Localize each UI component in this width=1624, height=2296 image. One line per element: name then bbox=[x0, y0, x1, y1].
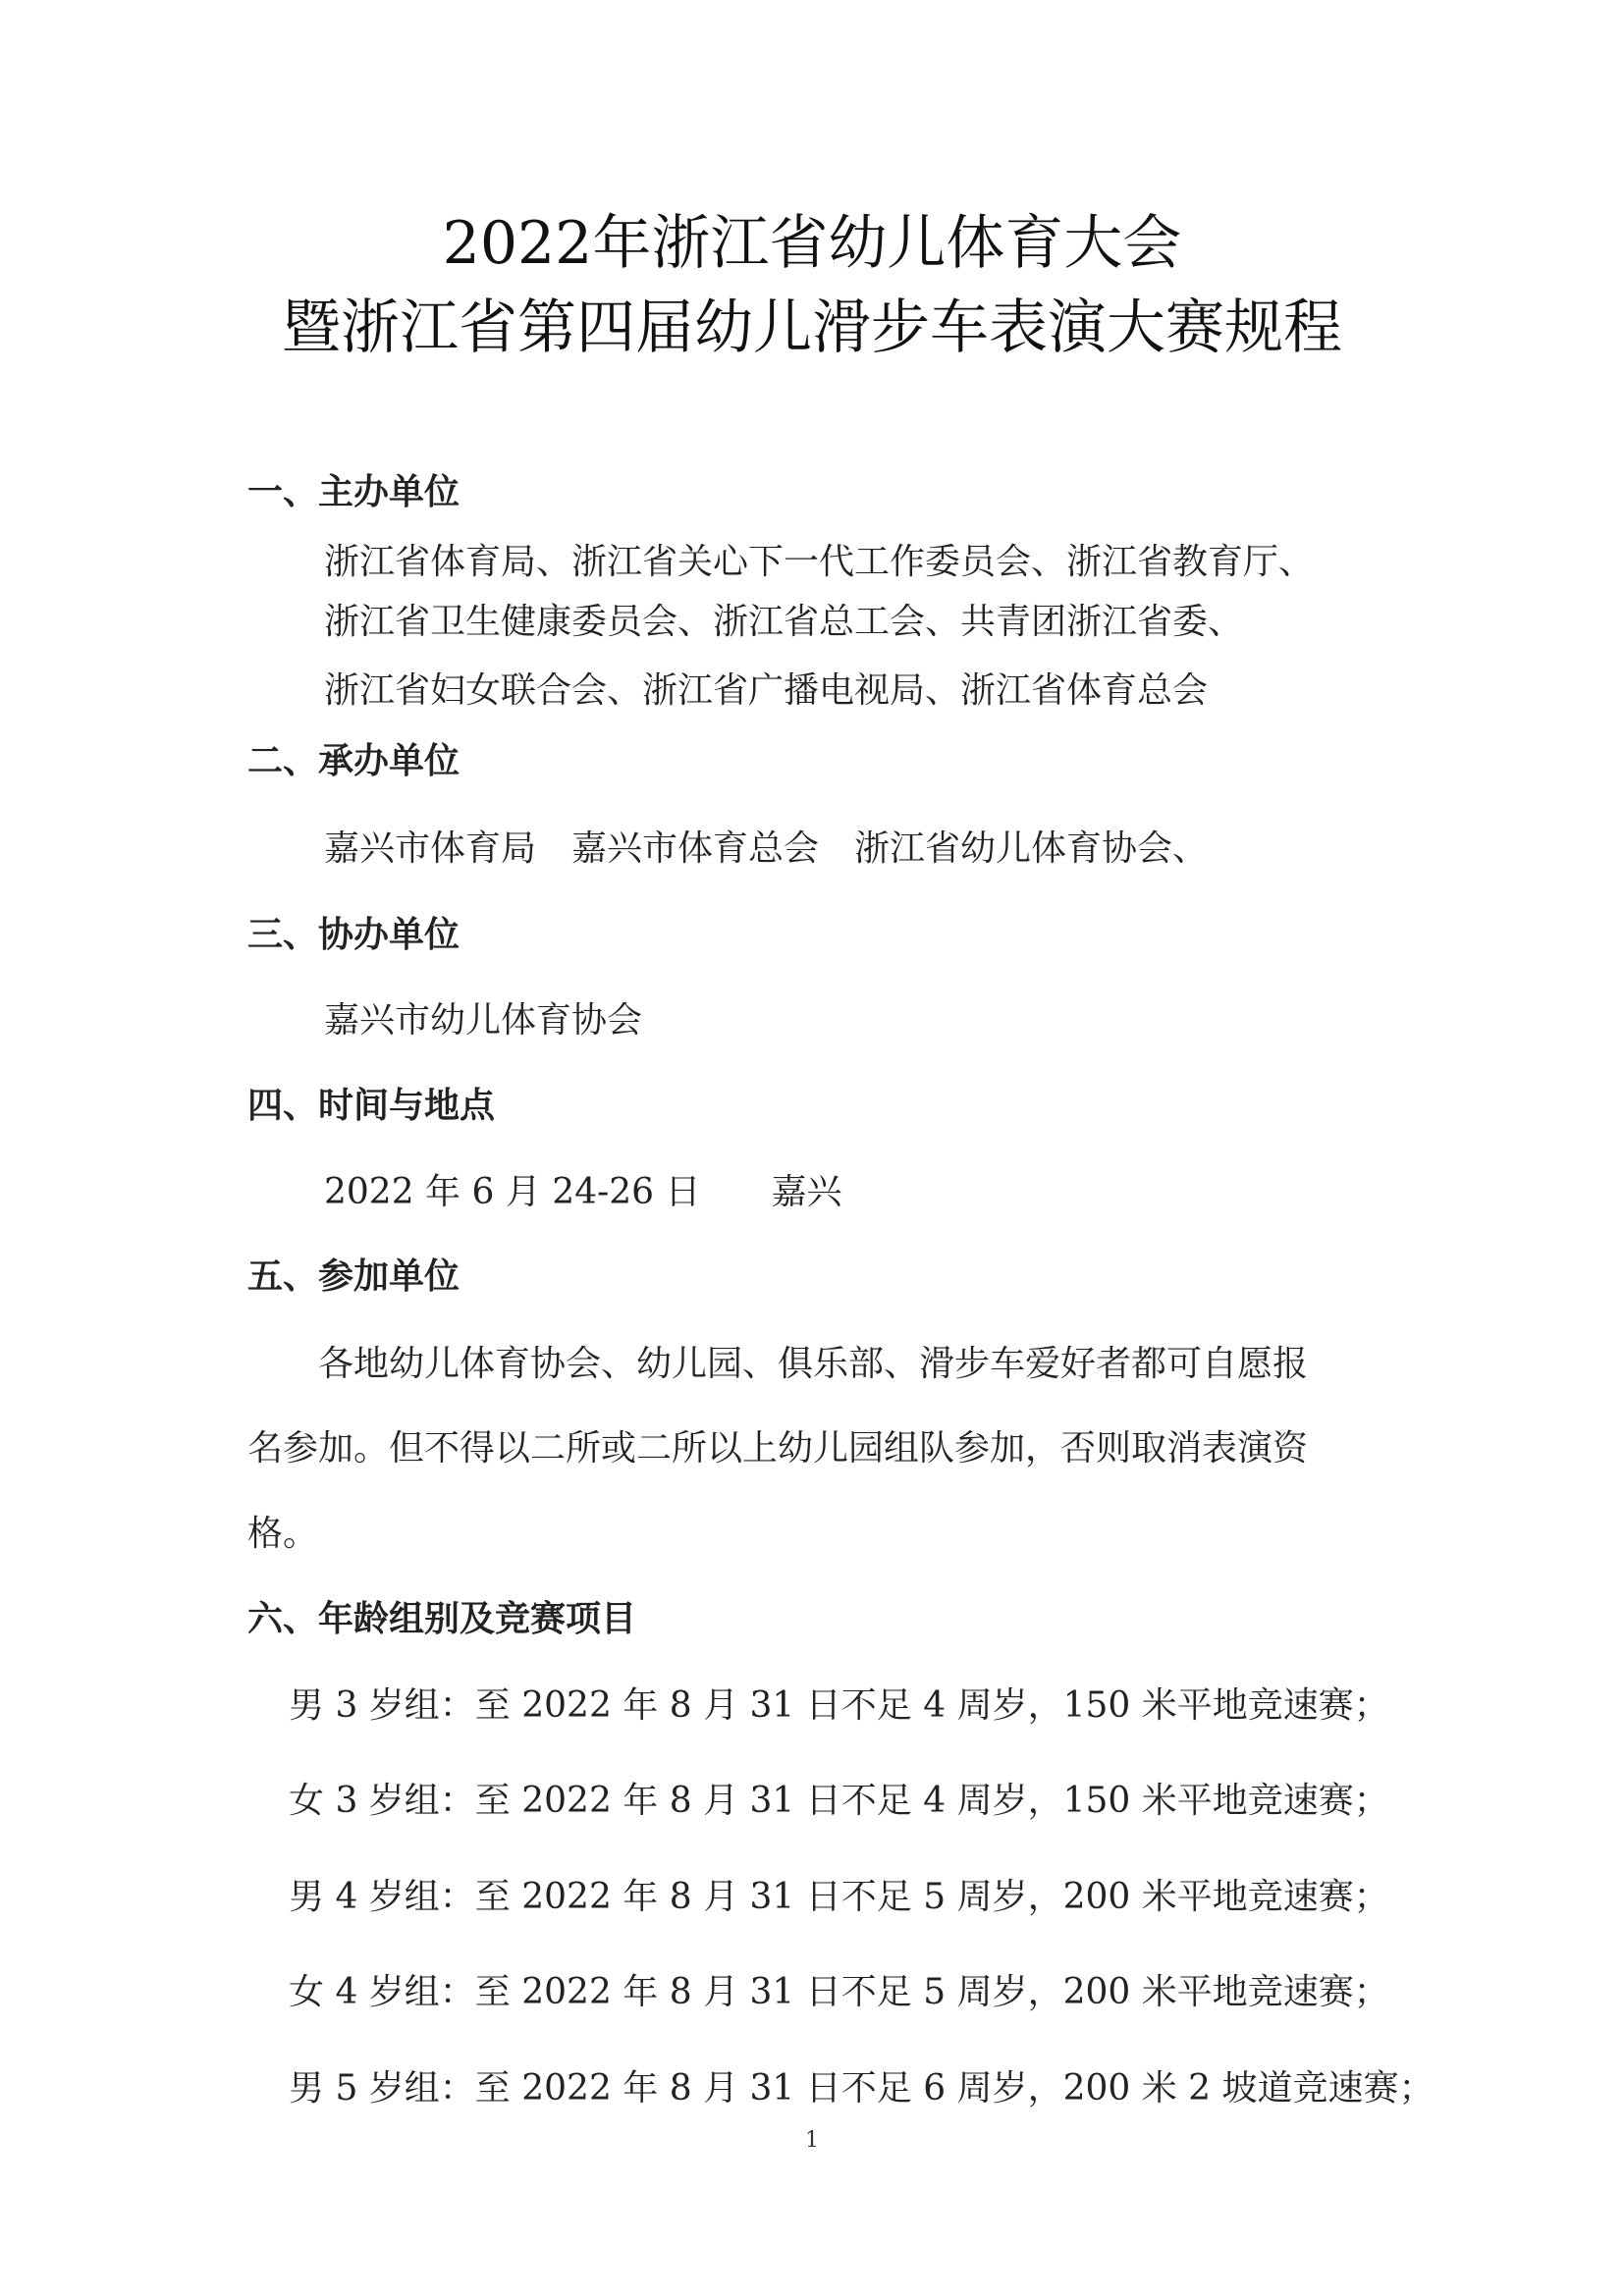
section-text-line: 浙江省体育局、浙江省关心下一代工作委员会、浙江省教育厅、 bbox=[324, 542, 1315, 582]
section-text-line: 嘉兴市幼儿体育协会 bbox=[324, 1000, 643, 1041]
section-heading-age-groups: 六、年龄组别及竞赛项目 bbox=[247, 1599, 637, 1639]
section-heading-participants: 五、参加单位 bbox=[247, 1256, 460, 1297]
section-text-line: 嘉兴市体育局 嘉兴市体育总会 浙江省幼儿体育协会、 bbox=[324, 828, 1209, 869]
section-heading-host: 二、承办单位 bbox=[247, 741, 460, 781]
page-number: 1 bbox=[805, 2128, 819, 2153]
document-title-line-2: 暨浙江省第四届幼儿滑步车表演大赛规程 bbox=[282, 294, 1342, 362]
section-heading-organizer: 一、主办单位 bbox=[247, 472, 460, 512]
age-group-line: 男 3 岁组：至 2022 年 8 月 31 日不足 4 周岁，150 米平地竞速赛； bbox=[289, 1685, 1389, 1726]
section-text-line: 格。 bbox=[247, 1514, 319, 1554]
document-title-line-1: 2022年浙江省幼儿体育大会 bbox=[442, 209, 1182, 278]
age-group-line: 女 4 岁组：至 2022 年 8 月 31 日不足 5 周岁，200 米平地竞速赛； bbox=[289, 1972, 1389, 2012]
section-text-line: 各地幼儿体育协会、幼儿园、俱乐部、滑步车爱好者都可自愿报 bbox=[247, 1344, 1309, 1384]
section-heading-time-place: 四、时间与地点 bbox=[247, 1086, 496, 1126]
age-group-line: 男 4 岁组：至 2022 年 8 月 31 日不足 5 周岁，200 米平地竞速赛； bbox=[289, 1877, 1389, 1917]
age-group-line: 女 3 岁组：至 2022 年 8 月 31 日不足 4 周岁，150 米平地竞速赛； bbox=[289, 1781, 1389, 1821]
age-group-line: 男 5 岁组：至 2022 年 8 月 31 日不足 6 周岁，200 米 2 坡道竞速赛； bbox=[289, 2068, 1435, 2109]
section-text-line: 2022 年 6 月 24-26 日 嘉兴 bbox=[324, 1172, 842, 1212]
section-text-line: 浙江省妇女联合会、浙江省广播电视局、浙江省体育总会 bbox=[324, 670, 1209, 711]
section-text-line: 名参加。但不得以二所或二所以上幼儿园组队参加，否则取消表演资 bbox=[247, 1428, 1309, 1468]
section-text-line: 浙江省卫生健康委员会、浙江省总工会、共青团浙江省委、 bbox=[324, 602, 1244, 642]
section-heading-co-organizer: 三、协办单位 bbox=[247, 915, 460, 955]
